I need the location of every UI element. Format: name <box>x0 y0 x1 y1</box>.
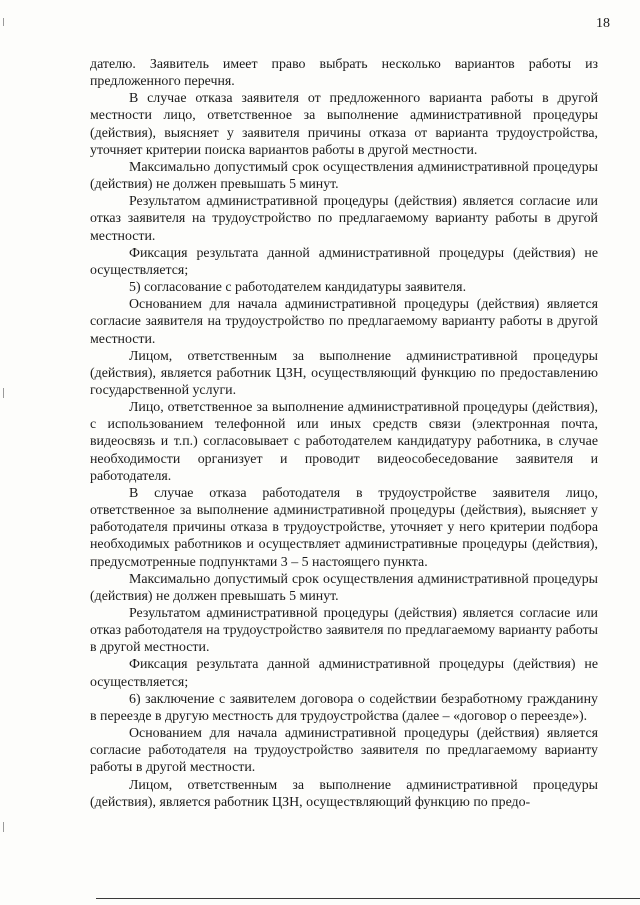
paragraph: Максимально допустимый срок осуществления административной процедуры (действия) не должен превышать 5 минут. <box>90 571 598 604</box>
scan-edge-mark <box>3 18 4 26</box>
document-body <box>90 56 598 811</box>
paragraph: Основанием для начала административной процедуры (действия) является согласие работодателя на трудоустройство заявителя по предлагаемому варианту работы в другой местности. <box>90 726 598 776</box>
paragraph: Результатом административной процедуры (действия) является согласие или отказ работодателя на трудоустройство заявителя по предлагаемому варианту работы в другой местности. <box>90 606 598 656</box>
paragraph: Основанием для начала административной процедуры (действия) является согласие заявителя на трудоустройство по предлагаемому варианту работы в другой местности. <box>90 297 598 347</box>
paragraph: Результатом административной процедуры (действия) является согласие или отказ заявителя на трудоустройство по предлагаемому варианту работы в другой местности. <box>90 194 598 244</box>
scan-edge-mark <box>3 822 4 832</box>
paragraph: Лицом, ответственным за выполнение административной процедуры (действия), является работник ЦЗН, осуществляющий функцию по предо- <box>90 777 598 810</box>
paragraph: Лицом, ответственным за выполнение административной процедуры (действия), является работник ЦЗН, осуществляющий функцию по предоставлению государственной услуги. <box>90 348 598 398</box>
list-item-6: 6) заключение с заявителем договора о содействии безработному гражданину в переезде в другую местность для трудоустройства (далее – «договор о переезде»). <box>90 691 598 724</box>
paragraph: Фиксация результата данной административной процедуры (действия) не осуществляется; <box>90 657 598 690</box>
bottom-border-line <box>96 898 640 899</box>
paragraph: В случае отказа заявителя от предложенного варианта работы в другой местности лицо, ответственное за выполнение административной процедуры (действия), выясняет у заявителя причины отказа от варианта трудоустройства, уточняет критерии поиска вариантов работы в другой местности. <box>90 91 598 158</box>
paragraph: В случае отказа работодателя в трудоустройстве заявителя лицо, ответственное за выполнение административной процедуры (действия), выясняет у работодателя причины отказа в трудоустройстве, уточняет у него критерии подбора необходимых работников и осуществляет административные процедуры (действия), предусмотренные подпунктами 3 – 5 настоящего пункта. <box>90 485 598 570</box>
scan-edge-mark <box>3 388 4 398</box>
paragraph: Максимально допустимый срок осуществления административной процедуры (действия) не должен превышать 5 минут. <box>90 159 598 193</box>
paragraph: Фиксация результата данной административной процедуры (действия) не осуществляется; <box>90 245 598 278</box>
list-item-5: 5) согласование с работодателем кандидатуры заявителя. <box>129 280 467 296</box>
page-number: 18 <box>596 16 610 31</box>
paragraph-continuation: дателю. Заявитель имеет право выбрать несколько вариантов работы из предложенного перечня. <box>90 57 598 90</box>
paragraph: Лицо, ответственное за выполнение административной процедуры (действия), с использованием телефонной или иных средств связи (электронная почта, видеосвязь и т.п.) согласовывает с работодателем кандидатуру работника, в случае необходимости организует и проводит видеособеседование заявителя и работодателя. <box>90 400 598 484</box>
